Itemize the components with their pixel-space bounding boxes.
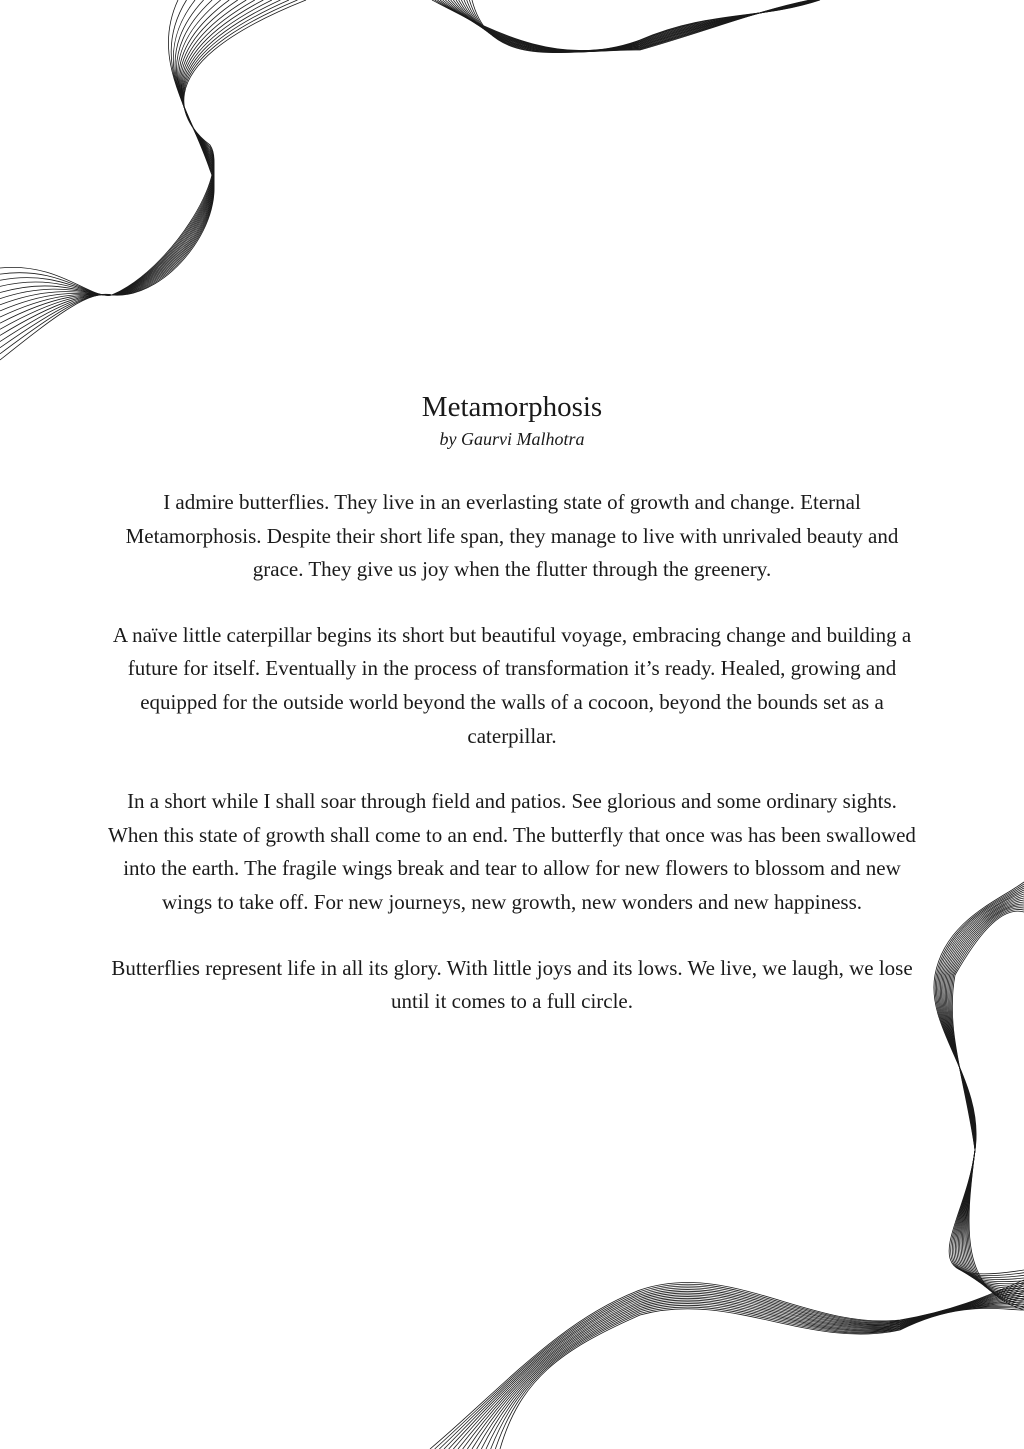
- top-right-wave-lines: [432, 0, 820, 53]
- wave-line: [948, 904, 1024, 1299]
- wave-line: [467, 1296, 1024, 1449]
- wave-line: [0, 0, 255, 323]
- wave-line: [437, 0, 818, 51]
- wave-line: [0, 0, 229, 305]
- wave-line: [435, 0, 820, 51]
- paragraph-2: A naïve little caterpillar begins its short but beautiful voyage, embracing change and building a future for itself. Eventually in the process of transformation it’s ready. Healed, growing and equipped for the outside world beyond the walls of a cocoon, beyond the bounds set as a caterpillar.: [112, 622, 912, 748]
- right-edge-wave-lines: [934, 882, 1024, 1310]
- wave-line: [486, 1304, 1024, 1449]
- wave-line: [934, 882, 1024, 1274]
- page-title: Metamorphosis: [421, 391, 603, 423]
- author-byline: by Gaurvi Malhotra: [439, 429, 585, 449]
- wave-line: [936, 886, 1024, 1278]
- wave-line: [477, 1300, 1024, 1449]
- wave-line: [432, 0, 820, 51]
- wave-line: [935, 884, 1024, 1276]
- wave-line: [0, 0, 289, 348]
- wave-line: [938, 888, 1024, 1280]
- wave-line: [0, 0, 263, 329]
- poem-article: [100, 388, 924, 1051]
- wave-line: [0, 0, 306, 360]
- wave-line: [0, 0, 238, 311]
- wave-line: [439, 1284, 1024, 1449]
- wave-line: [500, 1308, 1024, 1449]
- wave-line: [0, 0, 214, 295]
- wave-line: [949, 906, 1024, 1302]
- wave-line: [463, 1294, 1024, 1449]
- paragraph-1: I admire butterflies. They live in an everlasting state of growth and change. Eternal Metamorphosis. Despite their short life span, they manage to live with unrivaled beauty and grace. They give us joy when the flutter through the greenery.: [125, 490, 899, 582]
- wave-line: [939, 890, 1024, 1282]
- wave-line: [491, 1305, 1024, 1449]
- wave-line: [440, 0, 818, 51]
- wave-line: [0, 0, 297, 354]
- paragraph-4: Butterflies represent life in all its glory. With little joys and its lows. We live, we laugh, we lose until it comes to a full circle.: [111, 955, 913, 1014]
- wave-line: [951, 909, 1024, 1307]
- wave-line: [940, 892, 1024, 1284]
- wave-line: [472, 1298, 1024, 1449]
- wave-line: [481, 1302, 1024, 1449]
- paragraph-3: In a short while I shall soar through field and patios. See glorious and some ordinary sights. When this state of growth shall come to an end. The butterfly that once was has been swallowed into the earth. The fragile wings break and tear to allow for new flowers to blossom and new wings to take off. For new journeys, new growth, new wonders and new happiness.: [108, 789, 916, 914]
- bottom-wave-lines: [430, 1280, 1024, 1449]
- top-left-wave-lines: [0, 0, 306, 360]
